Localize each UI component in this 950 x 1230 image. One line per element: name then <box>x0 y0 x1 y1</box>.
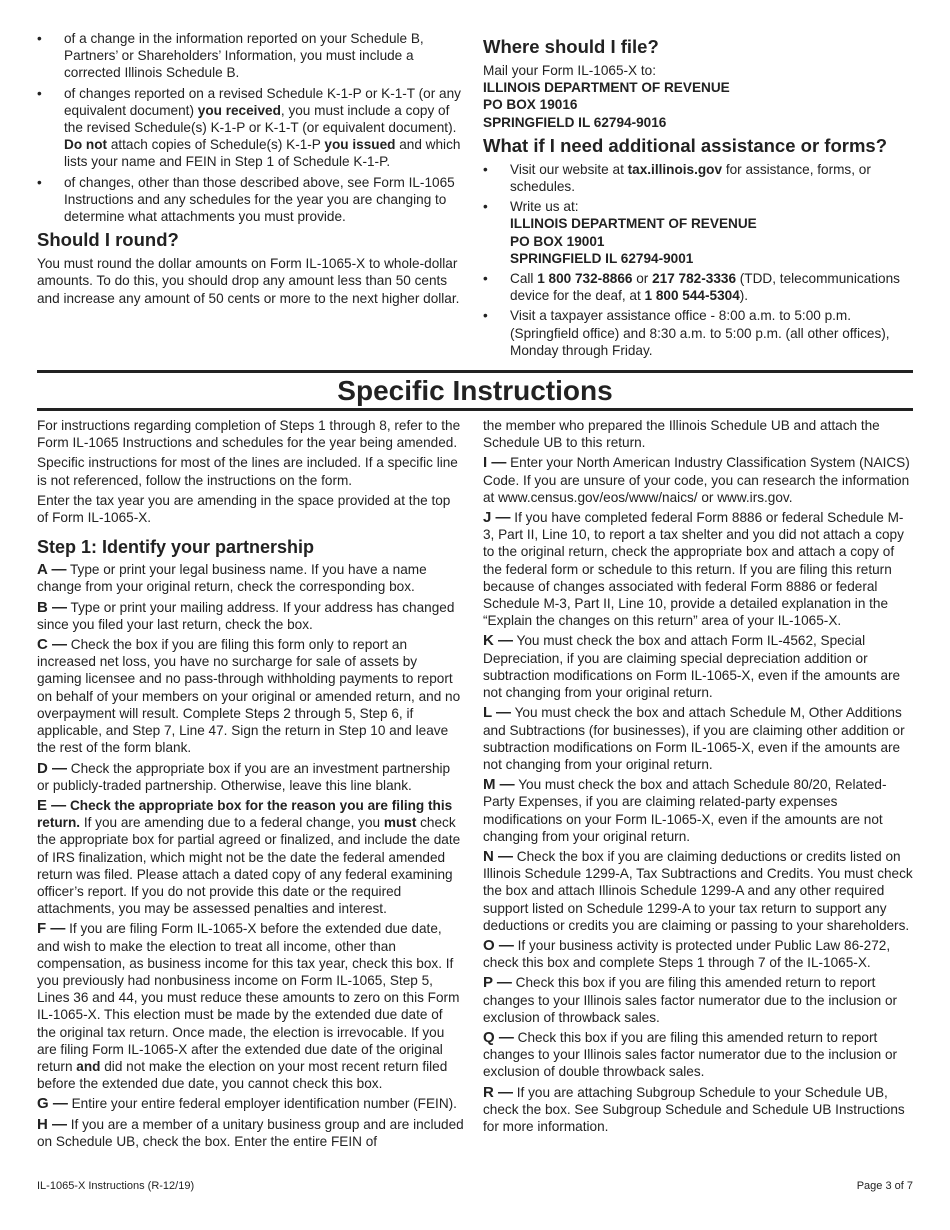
line-c-instruction: C — Check the box if you are filing this form only to report an increased net loss, you have no surcharge for sale of assets by gaming licensee and no pass-through withholding payments to report on behalf of your members on your original or amended return, and no overpayment will result. Complete Steps 2 through 5, Step 6, if applicable, and Step 7, Line 47. Sign the return in Step 10 and leave the rest of the form blank. <box>37 636 461 756</box>
page-title: Specific Instructions <box>337 375 613 407</box>
line-d-instruction: D — Check the appropriate box if you are an investment partnership or publicly-traded partnership. Otherwise, leave this line blank. <box>37 759 451 793</box>
intro-paragraph: Enter the tax year you are amending in the space provided at the top of Form IL-1065-X. <box>37 492 451 526</box>
line-a-instruction: A — Type or print your legal business name. If you have a name change from your original return, check the corresponding box. <box>37 561 427 595</box>
line-h-instruction: H — If you are a member of a unitary business group and are included on Schedule UB, check the box. Enter the entire FEIN of <box>37 1115 464 1149</box>
intro-paragraph: For instructions regarding completion of Steps 1 through 8, refer to the Form IL-1065 Instructions and schedules for the year being amended. <box>37 418 461 451</box>
line-b-instruction: B — Type or print your mailing address. If your address has changed since you filed your last return, check the box. <box>37 598 455 632</box>
list-item: • of changes reported on a revised Schedule K-1-P or K-1-T (or any equivalent document) you received, you must include a copy of the revised Schedule(s) K-1-P or K-1-T (or equivalent document). Do not attach copies of Schedule(s) K-1-P you issued and which lists your name and FEIN in Step 1 of Schedule K-1-P. <box>37 85 465 171</box>
document-page <box>37 30 913 1153</box>
line-p-instruction: P — Check this box if you are filing this amended return to report changes to your Illinois sales factor numerator due to the inclusion or exclusion of throwback sales. <box>483 974 898 1025</box>
bottom-left-column <box>37 417 465 1153</box>
write-address: ILLINOIS DEPARTMENT OF REVENUE PO BOX 19001 SPRINGFIELD IL 62794-9001 <box>510 216 757 266</box>
top-left-column <box>37 30 465 362</box>
file-address: ILLINOIS DEPARTMENT OF REVENUE PO BOX 19016 SPRINGFIELD IL 62794-9016 <box>483 80 730 130</box>
line-e-instruction: E — Check the appropriate box for the reason you are filing this return. If you are amending due to a federal change, you must check the appropriate box for partial agreed or finalized, and include the date of IRS finalization, which might not be the date the federal amended return was filed. Please attach a dated copy of any federal examining officer’s report. If you do not provide this date or the required attachments, you may be assessed penalties and interest. <box>37 796 461 917</box>
file-heading: Where should I file? <box>483 36 659 57</box>
line-m-instruction: M — You must check the box and attach Schedule 80/20, Related-Party Expenses, if you are claiming related-party expenses modifications on your Form IL-1065-X, even if the amounts are not changing from your original return. <box>483 776 887 844</box>
line-n-instruction: N — Check the box if you are claiming deductions or credits listed on Illinois Schedule 1299-A, Tax Subtractions and Credits. You must check the box and attach Illinois Schedule 1299-A and any other required support listed on Schedule 1299-A to your tax return to support any deductions or credits you are claiming or passing to your shareholders. <box>483 847 913 933</box>
instructions-body <box>37 417 913 1153</box>
round-heading: Should I round? <box>37 229 179 251</box>
step-1-heading: Step 1: Identify your partnership <box>37 537 315 558</box>
help-bullet-list <box>483 161 913 359</box>
line-l-instruction: L — You must check the box and attach Schedule M, Other Additions and Subtractions (for businesses), if you are claiming other addition or subtraction modifications on Form IL-1065-X, even if the amounts are not changing from your original return. <box>483 704 905 772</box>
line-o-instruction: O — If your business activity is protected under Public Law 86-272, check this box and complete Steps 1 through 7 of the IL-1065-X. <box>483 936 891 971</box>
file-intro: Mail your Form IL-1065-X to: <box>483 63 657 78</box>
line-h-continued: the member who prepared the Illinois Schedule UB and attach the Schedule UB to this return. <box>483 418 880 451</box>
list-item: • Visit a taxpayer assistance office - 8:00 a.m. to 5:00 p.m. (Springfield office) and 8:30 a.m. to 5:00 p.m. (all other offices), Monday through Friday. <box>483 307 913 359</box>
list-item: • Call 1 800 732-8866 or 217 782-3336 (TDD, telecommunications device for the deaf, at 1 800 544-5304). <box>483 270 913 304</box>
top-section <box>37 30 913 362</box>
line-k-instruction: K — You must check the box and attach Form IL-4562, Special Depreciation, if you are claiming special depreciation addition or subtraction modifications on Form IL-1065-X, even if the amounts are not changing from your original return. <box>483 632 901 701</box>
line-q-instruction: Q — Check this box if you are filing this amended return to report changes to your Illinois sales factor numerator due to the inclusion or exclusion of double throwback sales. <box>483 1028 898 1080</box>
intro-paragraph: Specific instructions for most of the lines are included. If a specific line is not referenced, follow the instructions on the form. <box>37 455 458 488</box>
line-f-instruction: F — If you are filing Form IL-1065-X before the extended due date, and wish to make the election to treat all income, other than compensation, as business income for this tax year, check this box. If you previously had nonbusiness income on Form IL-1065, Step 5, Lines 36 and 44, you must reduce these amounts to zero on this Form IL-1065-X. This election must be made by the extended due date of the original tax return. Once made, the election is irrevocable. If you are filing Form IL-1065-X after the extended due date of the original return and did not make the election on your most recent return filed before the extended due date, you cannot check this box. <box>37 920 460 1092</box>
attachment-bullet-list <box>37 30 465 225</box>
line-j-instruction: J — If you have completed federal Form 8886 or federal Schedule M-3, Part II, Line 10, to report a tax shelter and you did not attach a copy to the original return, check the appropriate box and attach a copy of the federal form or schedule to this return. If you are filing this return because of changes associated with federal Form 8886 or federal Schedule M-3, Part II, Line 10, provide a detailed explanation in the “Explain the changes on this return” area of your IL-1065-X. <box>483 509 904 629</box>
list-item: • Write us at: ILLINOIS DEPARTMENT OF REVENUE PO BOX 19001 SPRINGFIELD IL 62794-9001 <box>483 198 913 267</box>
list-item: • of a change in the information reported on your Schedule B, Partners’ or Shareholders’ Information, you must include a corrected Illinois Schedule B. <box>37 30 465 82</box>
footer-form-id: IL-1065-X Instructions (R-12/19) <box>37 1180 195 1192</box>
list-item: • Visit our website at tax.illinois.gov for assistance, forms, or schedules. <box>483 161 913 195</box>
specific-instructions-banner <box>37 370 913 411</box>
list-item: • of changes, other than those described above, see Form IL-1065 Instructions and any schedules for the year you are changing to determine what attachments you must provide. <box>37 174 465 226</box>
website-link[interactable]: tax.illinois.gov <box>627 161 723 177</box>
top-right-column <box>483 30 913 362</box>
line-r-instruction: R — If you are attaching Subgroup Schedule to your Schedule UB, check the box. See Subgroup Schedule and Schedule UB Instructions for more information. <box>483 1083 905 1134</box>
footer-page-number: Page 3 of 7 <box>856 1180 913 1192</box>
line-g-instruction: G — Entire your entire federal employer identification number (FEIN). <box>37 1095 457 1113</box>
bottom-right-column <box>483 417 913 1153</box>
round-text: You must round the dollar amounts on Form IL-1065-X to whole-dollar amounts. To do this, you should drop any amount less than 50 cents and increase any amount of 50 cents or more to the next higher dollar. <box>37 256 460 306</box>
help-heading: What if I need additional assistance or forms? <box>483 134 887 156</box>
line-i-instruction: I — Enter your North American Industry Classification System (NAICS) Code. If you are unsure of your code, you can research the information at www.census.gov/eos/www/naics/ or www.irs.gov. <box>483 454 910 505</box>
